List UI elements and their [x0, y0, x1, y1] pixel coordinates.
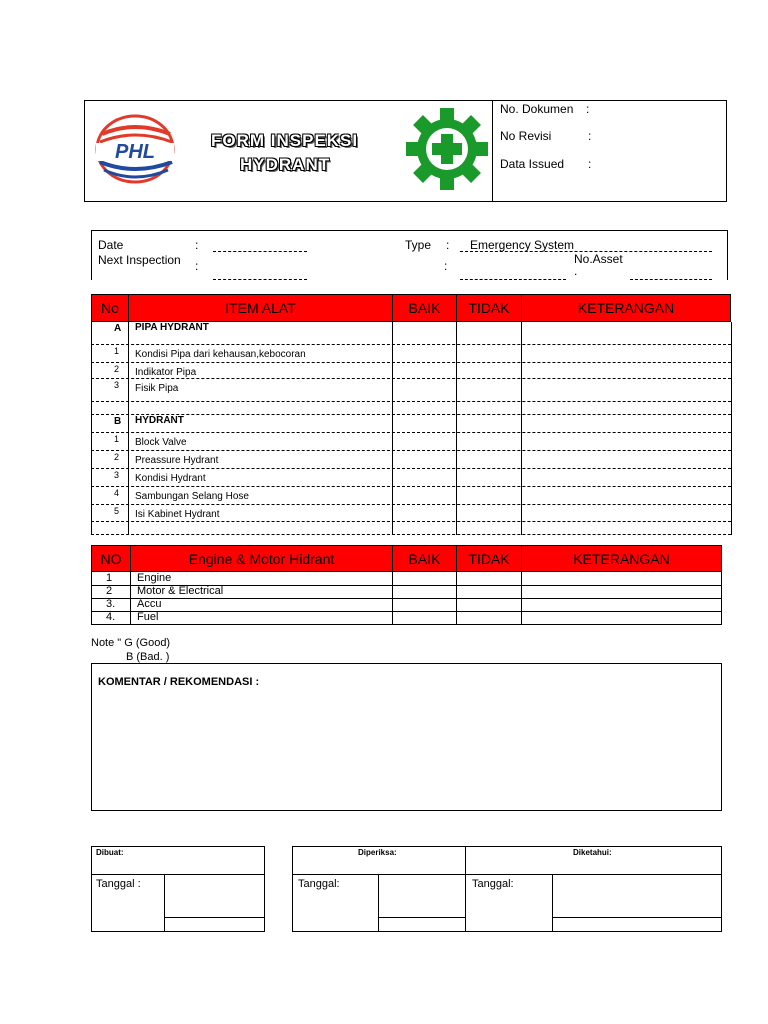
keterangan-cell[interactable]: [522, 451, 730, 467]
engine-keterangan-cell[interactable]: [522, 599, 720, 611]
diketahui-label: Diketahui:: [573, 848, 612, 857]
col-header-baik: BAIK: [392, 294, 457, 322]
date-field[interactable]: [213, 251, 307, 252]
baik-cell[interactable]: [393, 522, 455, 533]
baik-cell[interactable]: [393, 451, 455, 467]
baik-cell[interactable]: [393, 433, 455, 449]
doc-number-label: No. Dokumen: [500, 102, 574, 116]
tidak-cell[interactable]: [457, 345, 520, 361]
table-row-item: Block Valve: [135, 437, 187, 448]
keterangan-cell[interactable]: [522, 487, 730, 503]
diketahui-signature-field[interactable]: [553, 875, 721, 916]
diperiksa-label: Diperiksa:: [358, 848, 397, 857]
table-row-item: Indikator Pipa: [135, 367, 197, 378]
diperiksa-tanggal-label: Tanggal:: [298, 878, 340, 890]
baik-cell[interactable]: [393, 363, 455, 377]
engine-keterangan-cell[interactable]: [522, 573, 720, 585]
doc-number-colon: :: [586, 102, 590, 116]
diketahui-bottom-line: [552, 917, 722, 918]
next-inspection-field[interactable]: [213, 279, 307, 280]
engine-header-keterangan: KETERANGAN: [521, 545, 722, 572]
tidak-cell[interactable]: [457, 487, 520, 503]
engine-keterangan-cell[interactable]: [522, 612, 720, 624]
table-row-item: PIPA HYDRANT: [135, 322, 209, 333]
header-divider: [492, 100, 493, 202]
tidak-cell[interactable]: [457, 451, 520, 467]
table-row-item: HYDRANT: [135, 415, 184, 426]
tidak-cell[interactable]: [457, 415, 520, 431]
tidak-cell[interactable]: [457, 402, 520, 413]
tidak-cell[interactable]: [457, 322, 520, 343]
engine-header-no: NO: [91, 545, 131, 572]
keterangan-cell[interactable]: [522, 322, 730, 343]
table-row-no: 3: [114, 470, 120, 480]
revision-colon: :: [588, 129, 592, 143]
dibuat-signature-field[interactable]: [165, 875, 264, 916]
baik-cell[interactable]: [393, 379, 455, 400]
table-row-item: Preassure Hydrant: [135, 455, 219, 466]
baik-cell[interactable]: [393, 322, 455, 343]
hydrant-row-line: [91, 534, 731, 535]
engine-baik-cell[interactable]: [393, 612, 455, 624]
table-row-no: 1: [114, 346, 120, 356]
tidak-cell[interactable]: [457, 522, 520, 533]
engine-header-baik: BAIK: [392, 545, 457, 572]
logo-text: PHL: [115, 141, 155, 163]
keterangan-cell[interactable]: [522, 469, 730, 485]
engine-tidak-cell[interactable]: [457, 599, 520, 611]
komentar-label: KOMENTAR / REKOMENDASI :: [98, 676, 260, 688]
table-row-item: Sambungan Selang Hose: [135, 491, 249, 502]
baik-cell[interactable]: [393, 505, 455, 520]
diketahui-tanggal-label: Tanggal:: [472, 878, 514, 890]
engine-row-item: Fuel: [137, 611, 159, 623]
baik-cell[interactable]: [393, 345, 455, 361]
table-row-no: 1: [114, 434, 120, 444]
engine-header-tidak: TIDAK: [456, 545, 522, 572]
table-row-item: Kondisi Hydrant: [135, 473, 206, 484]
info-right-border: [727, 230, 728, 280]
keterangan-cell[interactable]: [522, 433, 730, 449]
engine-row-no: 2: [106, 585, 113, 597]
table-row-no: 2: [114, 452, 120, 462]
engine-row-item: Accu: [137, 598, 162, 610]
table-row-no: 5: [114, 506, 120, 516]
baik-cell[interactable]: [393, 402, 455, 413]
asset-dot: .: [574, 264, 578, 278]
dibuat-bottom-line: [164, 917, 265, 918]
table-row-no: B: [114, 416, 122, 427]
note-bad: B (Bad. ): [126, 651, 170, 663]
asset-field-1[interactable]: [460, 279, 566, 280]
date-label: Date: [98, 238, 124, 252]
tidak-cell[interactable]: [457, 379, 520, 400]
baik-cell[interactable]: [393, 415, 455, 431]
col-header-item: ITEM ALAT: [128, 294, 393, 322]
engine-tidak-cell[interactable]: [457, 573, 520, 585]
table-row-item: Isi Kabinet Hydrant: [135, 509, 220, 520]
engine-tidak-cell[interactable]: [457, 586, 520, 598]
dibuat-tanggal-label: Tanggal :: [96, 878, 141, 890]
type-value[interactable]: Emergency System: [470, 238, 575, 252]
data-issued-label: Data Issued: [500, 157, 565, 171]
baik-cell[interactable]: [393, 469, 455, 485]
engine-row-no: 1: [106, 572, 113, 584]
asset-colon-left: :: [444, 259, 448, 273]
info-left-border: [91, 230, 92, 280]
keterangan-cell[interactable]: [522, 415, 730, 431]
engine-tidak-cell[interactable]: [457, 612, 520, 624]
table-row-no: 3: [114, 380, 120, 390]
tidak-cell[interactable]: [457, 433, 520, 449]
tidak-cell[interactable]: [457, 469, 520, 485]
engine-row-item: Motor & Electrical: [137, 585, 224, 597]
next-inspection-label: Next Inspection: [98, 253, 181, 267]
tidak-cell[interactable]: [457, 505, 520, 520]
col-header-tidak: TIDAK: [456, 294, 522, 322]
engine-row-no: 4.: [106, 611, 116, 623]
info-top-border: [91, 230, 728, 231]
table-row-no: A: [114, 323, 122, 334]
table-row-no: 4: [114, 488, 120, 498]
tidak-cell[interactable]: [457, 363, 520, 377]
keterangan-cell[interactable]: [522, 402, 730, 413]
phl-logo-icon: [92, 112, 178, 186]
form-title-line1: FORM INSPEKSI: [211, 131, 359, 150]
asset-field-2[interactable]: [630, 279, 712, 280]
table-row-no: 2: [114, 364, 120, 374]
table-row-item: Fisik Pipa: [135, 383, 179, 394]
col-header-keterangan: KETERANGAN: [521, 294, 731, 322]
engine-baik-cell[interactable]: [393, 599, 455, 611]
revision-label: No Revisi: [500, 129, 552, 143]
asset-label: No.Asset: [574, 252, 623, 266]
type-label: Type: [405, 238, 432, 252]
engine-row-line: [91, 624, 722, 625]
note-good: Note " G (Good): [91, 637, 171, 649]
data-issued-colon: :: [588, 157, 592, 171]
date-colon: :: [195, 238, 199, 252]
dibuat-label: Dibuat:: [96, 848, 124, 857]
engine-baik-cell[interactable]: [393, 586, 455, 598]
keterangan-cell[interactable]: [522, 505, 730, 520]
diperiksa-bottom-line: [378, 917, 465, 918]
type-colon: :: [446, 238, 450, 252]
next-inspection-colon: :: [195, 259, 199, 273]
hydrant-col-line: [731, 322, 732, 535]
keterangan-cell[interactable]: [522, 363, 730, 377]
diperiksa-signature-field[interactable]: [379, 875, 464, 916]
keterangan-cell[interactable]: [522, 522, 730, 533]
engine-row-no: 3.: [106, 598, 116, 610]
engine-keterangan-cell[interactable]: [522, 586, 720, 598]
col-header-no: No: [91, 294, 129, 322]
form-title-line2: HYDRANT: [240, 155, 331, 174]
baik-cell[interactable]: [393, 487, 455, 503]
approval-mid-line: [465, 846, 466, 932]
engine-header-item: Engine & Motor Hidrant: [130, 545, 393, 572]
engine-row-item: Engine: [137, 572, 172, 584]
keterangan-cell[interactable]: [522, 379, 730, 400]
safety-gear-cross-icon: [404, 106, 490, 192]
keterangan-cell[interactable]: [522, 345, 730, 361]
table-row-item: Kondisi Pipa dari kehausan,kebocoran: [135, 349, 306, 360]
engine-baik-cell[interactable]: [393, 573, 455, 585]
